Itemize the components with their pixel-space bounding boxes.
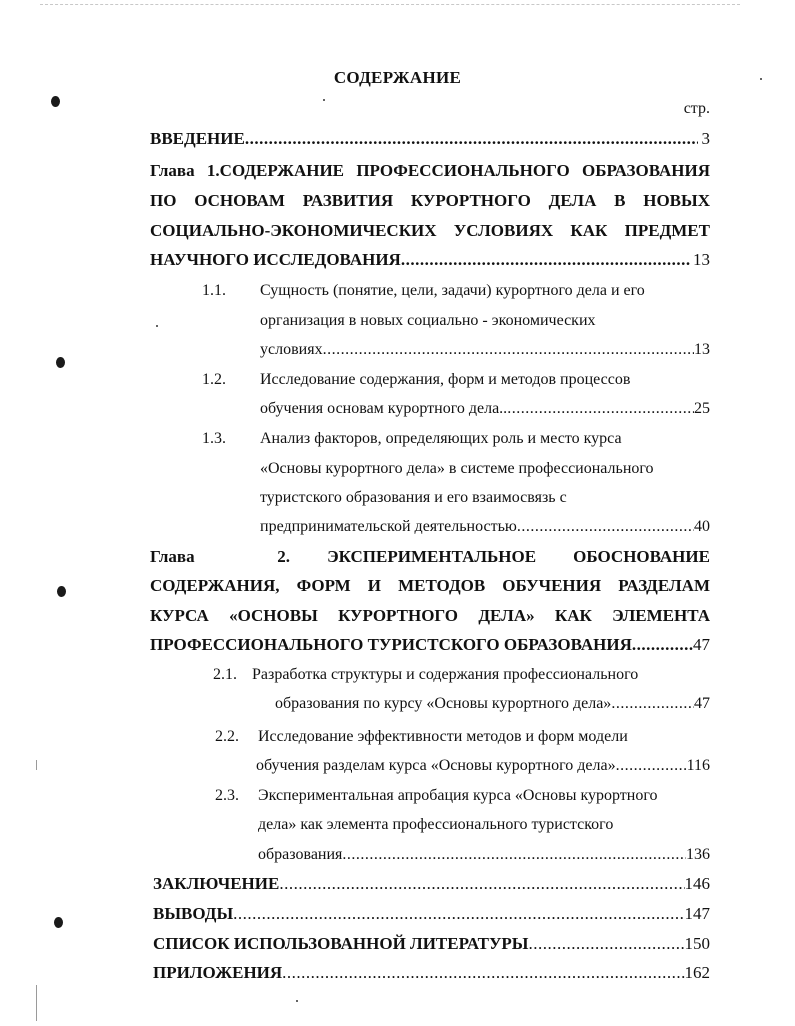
toc-chapter2-line1[interactable]	[150, 546, 710, 568]
toc-entry-title: обучения разделам курса «Основы курортного дела»	[256, 757, 616, 774]
toc-leader-dots	[323, 339, 694, 361]
toc-section-2-2-line2[interactable]	[256, 755, 710, 777]
scan-speck	[296, 1000, 298, 1002]
toc-chapter-number: 2.	[277, 547, 290, 566]
toc-section-number: 1.2.	[202, 371, 226, 388]
toc-section-1-1-line2[interactable]: организация в новых социально - экономических	[260, 312, 596, 329]
toc-leader-dots	[616, 755, 687, 777]
scan-speck	[323, 99, 325, 101]
toc-section-2-3-line3[interactable]	[258, 844, 710, 866]
toc-leader-dots	[401, 249, 691, 271]
toc-section-1-3-line4[interactable]	[260, 516, 710, 538]
toc-page-number: 13	[693, 250, 710, 269]
toc-section-number: 1.3.	[202, 430, 226, 447]
page-column-label: стр.	[683, 100, 710, 117]
toc-leader-dots	[517, 516, 694, 538]
toc-leader-dots	[233, 903, 684, 925]
toc-section-2-2-line1[interactable]: Исследование эффективности методов и форм модели	[258, 728, 628, 745]
toc-section-2-1-line2[interactable]	[275, 693, 710, 715]
toc-chapter-word: Глава	[150, 547, 195, 566]
toc-page-number: 3	[701, 129, 710, 148]
toc-entry-title: ПРОФЕССИОНАЛЬНОГО ТУРИСТСКОГО ОБРАЗОВАНИЯ	[150, 635, 632, 654]
page-title: СОДЕРЖАНИЕ	[333, 68, 462, 87]
toc-section-1-3-line1[interactable]: Анализ факторов, определяющих роль и место курса	[260, 430, 622, 447]
toc-leader-dots	[611, 693, 694, 715]
margin-mark	[36, 760, 37, 770]
toc-leader-dots	[529, 933, 685, 955]
toc-page-number: 136	[686, 846, 710, 863]
toc-section-1-3-line3[interactable]: туристского образования и его взаимосвязь с	[260, 489, 567, 506]
toc-chapter1-line4[interactable]	[150, 249, 710, 271]
toc-section-1-2-line2[interactable]	[260, 398, 710, 420]
toc-section-2-1-line1[interactable]: Разработка структуры и содержания профессионального	[252, 666, 639, 683]
toc-section-2-3-line2[interactable]: дела» как элемента профессионального туристского	[258, 816, 614, 833]
binder-hole-mark	[56, 357, 65, 368]
toc-chapter2-word-b: ОБОСНОВАНИЕ	[573, 547, 710, 566]
toc-entry-title: НАУЧНОГО ИССЛЕДОВАНИЯ	[150, 250, 401, 269]
toc-entry-title: образования	[258, 846, 343, 863]
binder-hole-mark	[51, 96, 60, 107]
toc-page-number: 116	[686, 757, 710, 774]
toc-chapter1-line3[interactable]: СОЦИАЛЬНО-ЭКОНОМИЧЕСКИХ УСЛОВИЯХ КАК ПРЕДМЕТ	[150, 221, 710, 240]
binder-hole-mark	[57, 586, 66, 597]
toc-entry-title: ВЫВОДЫ	[153, 904, 234, 923]
toc-leader-dots	[507, 398, 694, 420]
toc-entry-title: ВВЕДЕНИЕ	[150, 129, 245, 148]
toc-page-number: 47	[694, 695, 710, 712]
toc-section-number: 1.1.	[202, 282, 226, 299]
toc-page-number: 47	[693, 635, 710, 654]
toc-chapter2-line4[interactable]	[150, 634, 710, 656]
toc-entry-title: обучения основам курортного дела..	[260, 400, 508, 417]
toc-section-number: 2.3.	[215, 787, 239, 804]
toc-page-number: 146	[684, 874, 710, 893]
toc-page-number: 147	[684, 904, 710, 923]
toc-page-number: 40	[694, 518, 710, 535]
toc-entry-appendices[interactable]	[153, 962, 710, 984]
scan-speck	[760, 78, 762, 80]
toc-entry-findings[interactable]	[153, 903, 710, 925]
toc-chapter2-line3[interactable]: КУРСА «ОСНОВЫ КУРОРТНОГО ДЕЛА» КАК ЭЛЕМЕНТА	[150, 606, 710, 625]
toc-leader-dots	[632, 634, 693, 656]
toc-page-number: 150	[684, 934, 710, 953]
toc-chapter1-line2[interactable]: ПО ОСНОВАМ РАЗВИТИЯ КУРОРТНОГО ДЕЛА В НОВЫХ	[150, 191, 710, 210]
toc-leader-dots	[279, 873, 684, 895]
toc-section-1-2-line1[interactable]: Исследование содержания, форм и методов процессов	[260, 371, 631, 388]
toc-entry-title: образования по курсу «Основы курортного дела»	[275, 695, 612, 712]
toc-section-1-1-line3[interactable]	[260, 339, 710, 361]
toc-entry-title: условиях	[260, 341, 323, 358]
toc-entry-title: предпринимательской деятельностью	[260, 518, 517, 535]
toc-leader-dots	[245, 128, 698, 150]
toc-entry-conclusion[interactable]	[153, 873, 710, 895]
toc-section-2-3-line1[interactable]: Экспериментальная апробация курса «Основы курортного	[258, 787, 658, 804]
toc-leader-dots	[342, 844, 686, 866]
toc-entry-references[interactable]	[153, 933, 710, 955]
toc-chapter2-word-a: ЭКСПЕРИМЕНТАЛЬНОЕ	[327, 547, 537, 566]
toc-page-number: 162	[684, 963, 710, 982]
toc-page-number: 13	[694, 341, 710, 358]
page-edge	[40, 4, 740, 5]
toc-section-1-1-line1[interactable]: Сущность (понятие, цели, задачи) курортного дела и его	[260, 282, 645, 299]
toc-section-number: 2.2.	[215, 728, 239, 745]
toc-entry-title: СПИСОК ИСПОЛЬЗОВАННОЙ ЛИТЕРАТУРЫ	[153, 934, 529, 953]
toc-section-1-3-line2[interactable]: «Основы курортного дела» в системе профессионального	[260, 460, 654, 477]
toc-leader-dots	[282, 962, 684, 984]
margin-mark	[36, 985, 37, 1021]
toc-entry-intro[interactable]	[150, 128, 710, 150]
toc-chapter2-label	[150, 546, 290, 568]
toc-chapter2-line2[interactable]: СОДЕРЖАНИЯ, ФОРМ И МЕТОДОВ ОБУЧЕНИЯ РАЗДЕЛАМ	[150, 576, 710, 595]
toc-entry-title: ПРИЛОЖЕНИЯ	[153, 963, 283, 982]
toc-entry-title: ЗАКЛЮЧЕНИЕ	[153, 874, 280, 893]
toc-page-number: 25	[694, 400, 710, 417]
binder-hole-mark	[54, 917, 63, 928]
toc-chapter1-line1[interactable]: Глава 1.СОДЕРЖАНИЕ ПРОФЕССИОНАЛЬНОГО ОБРАЗОВАНИЯ	[150, 161, 710, 180]
toc-section-number: 2.1.	[213, 666, 237, 683]
scan-speck	[156, 325, 158, 327]
